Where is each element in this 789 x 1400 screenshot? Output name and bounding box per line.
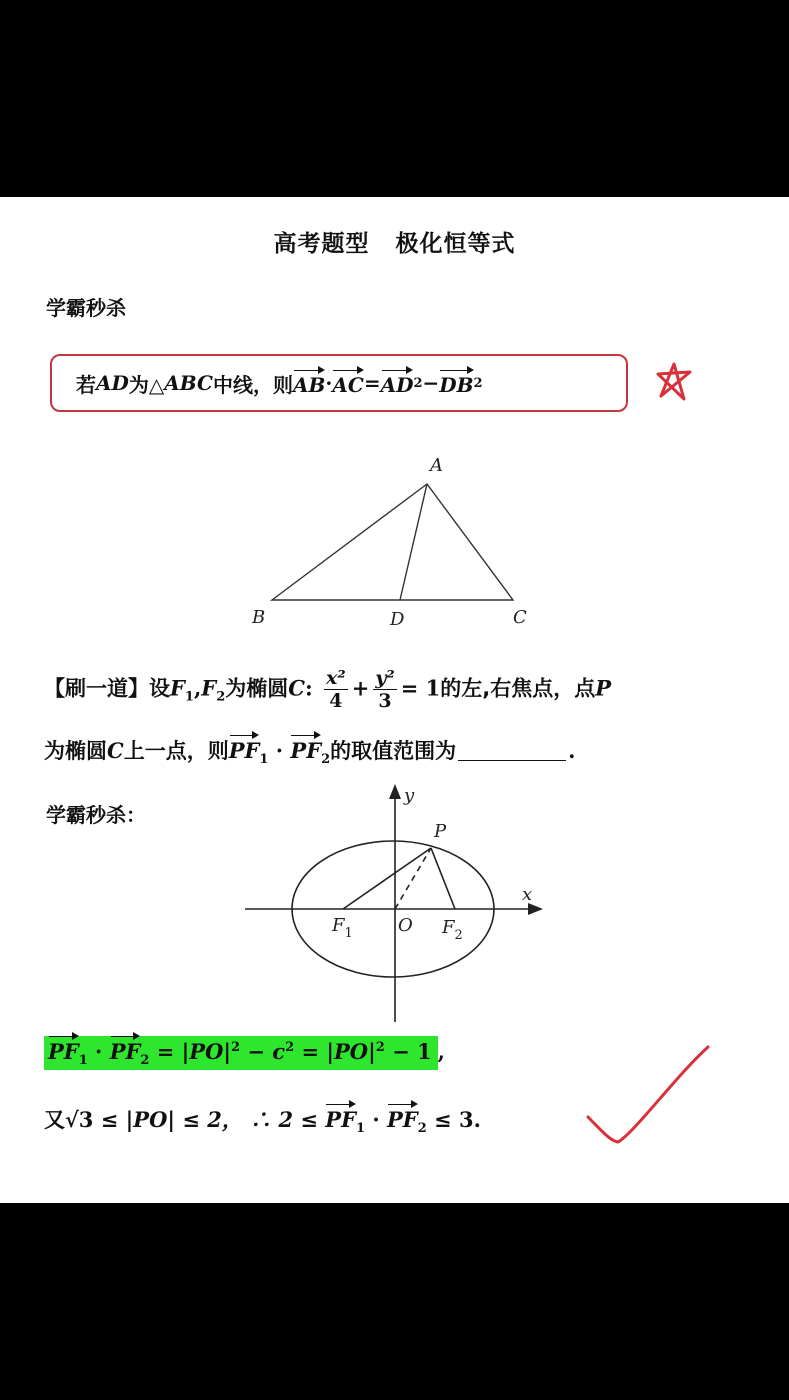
fraction-y: $\frac{\text{y²}}{3}$ <box>375 667 395 712</box>
result-line-1: $PF_1 \cdot PF_2 = |PO|^2 - c^2 = |PO|^2 - 1$ , <box>44 1035 445 1068</box>
result-line-2: 又√3 ≤ |PO| ≤ 2， ∴ $2 \le PF_1 \cdot PF_2 \le 3$. <box>44 1103 481 1136</box>
focus-f2-label: $F_2$ <box>442 917 463 943</box>
triangle-figure <box>230 447 550 637</box>
section-label-2: 学霸秒杀： <box>46 803 146 827</box>
key-formula-box: 若 AD 为△ ABC 中线，则 AB · AC = AD 2 − DB 2 <box>50 354 628 412</box>
vector-ab: AB <box>293 369 325 397</box>
vertex-a-label: A <box>430 455 443 476</box>
y-axis-label: y <box>404 785 415 806</box>
point-p-label: P <box>434 821 447 842</box>
point-d-label: D <box>390 609 405 630</box>
x-axis-label: x <box>522 884 533 905</box>
ellipse-figure <box>240 782 560 1032</box>
vector-db: DB <box>439 369 473 397</box>
vector-ad: AD <box>381 369 414 397</box>
section-label-1: 学霸秒杀 <box>46 296 126 320</box>
problem-line-1: 【刷一道】设$F_1,F_2$为椭圆C: $\frac{\text{x²}}{4}$ + $\frac{\text{y²}}{3}$ = 1的左,右焦点，点P <box>44 667 611 712</box>
vertex-b-label: B <box>252 607 266 628</box>
origin-label: O <box>398 915 413 936</box>
problem-line-2: 为椭圆C上一点，则$PF_1 \cdot PF_2$的取值范围为 . <box>44 734 575 767</box>
answer-blank <box>458 759 566 761</box>
document-page <box>0 197 789 1203</box>
vector-ac: AC <box>332 369 363 397</box>
page-title: 高考题型 极化恒等式 <box>273 231 516 257</box>
checkmark-annotation-icon <box>580 1037 720 1152</box>
vertex-c-label: C <box>513 607 527 628</box>
star-annotation-icon <box>648 359 698 407</box>
fraction-x: $\frac{\text{x²}}{4}$ <box>326 667 346 712</box>
highlighted-formula: $PF_1 \cdot PF_2 = |PO|^2 - c^2 = |PO|^2 - 1$ <box>44 1036 438 1070</box>
focus-f1-label: $F_1$ <box>332 915 353 941</box>
